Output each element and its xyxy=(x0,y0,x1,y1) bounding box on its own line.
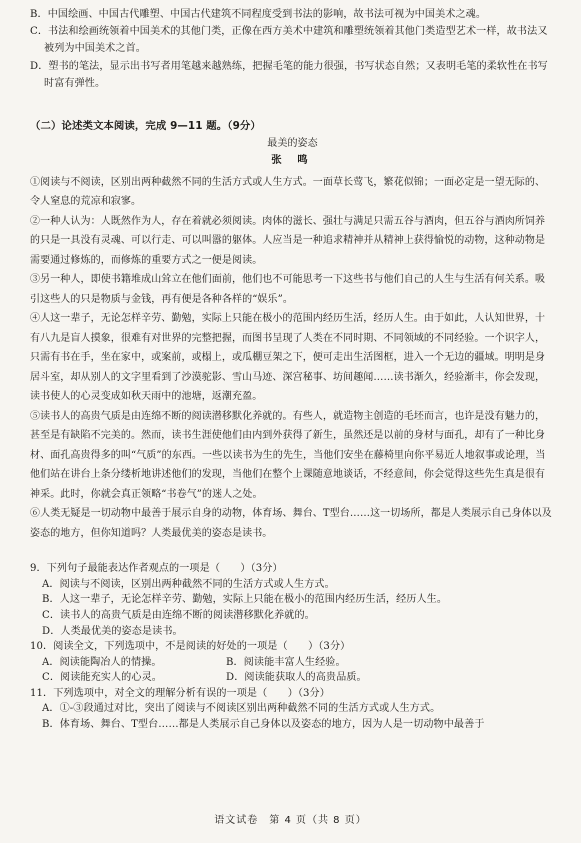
question-9-option-c: C．读书人的高贵气质是由连绵不断的阅读潜移默化养就的。 xyxy=(42,609,315,621)
page-footer: 语文试卷 第 4 页（共 8 页） xyxy=(214,815,367,826)
prev-option-b: B．中国绘画、中国古代雕塑、中国古代建筑不同程度受到书法的影响，故书法可视为中国美术之魂。 xyxy=(30,9,487,20)
paragraph-4: ④人这一辈子，无论怎样辛劳、勤勉，实际上只能在极小的范围内经历生活，经历人生。由于如此，人认知世界，十有八九是盲人摸象，很难有对世界的完整把握，而图书呈现了人类在不同时期、不同领域的不同经验。一个识字人，只需有书在手，坐在家中，或案前，或榻上，或瓜棚豆架之下，便可走出生活图框，进入一个无边的疆域。明明是身居斗室，却从别人的文字里看到了沙漠驼影、雪山马迹、深宫秘事、坊间趣闻……读书渐久，经验渐丰，你会发现，读书使人的心灵变成如秋天雨中的池塘，返潮充盈。 xyxy=(30,313,546,403)
section-title: （二）论述类文本阅读，完成 9—11 题。（9分） xyxy=(30,120,261,133)
prev-option-c: C．书法和绘画统领着中国美术的其他门类，正像在西方美术中建筑和雕塑统领着其他门类造型艺术一样，故书法又被列为中国美术之首。 xyxy=(30,26,548,55)
paragraph-3: ③另一种人，即使书籍堆成山耸立在他们面前，他们也不可能思考一下这些书与他们自己的人生与生活有何关系。吸引这些人的只是物质与金钱，再有便是各种各样的“娱乐”。 xyxy=(30,274,546,305)
question-10-option-c: C．阅读能充实人的心灵。 xyxy=(42,672,162,684)
article-title: 最美的姿态 xyxy=(267,138,318,150)
question-10-row-2 xyxy=(42,670,555,686)
question-11-stem: 11．下列选项中，对全文的理解分析有误的一项是（ ）（3分） xyxy=(30,687,330,699)
paragraph-1: ①阅读与不阅读，区别出两种截然不同的生活方式或人生方式。一面草长莺飞，繁花似锦；一面必定是一望无际的、令人窒息的荒凉和寂寥。 xyxy=(30,176,546,208)
question-10-option-a: A．阅读能陶冶人的情操。 xyxy=(42,656,162,668)
paragraph-2: ②一种人认为：人既然作为人，存在着就必须阅读。肉体的滋长、强壮与满足只需五谷与酒肉，但五谷与酒肉所饲养的只是一具没有灵魂、可以行走、可以叫嚣的躯体。人应当是一种追求精神并从精神上获得愉悦的动物，这种动物是需要通过修炼的，而修炼的重要方式之一便是阅读。 xyxy=(30,215,546,266)
question-11-option-b: B．体育场、舞台、T型台……都是人类展示自己身体以及姿态的地方，因为人是一切动物中最善于 xyxy=(42,719,485,731)
question-10-row-1 xyxy=(42,655,555,671)
question-10-option-d: D．阅读能获取人的高贵品质。 xyxy=(226,672,367,684)
paragraph-5: ⑤读书人的高贵气质是由连绵不断的阅读潜移默化养就的。有些人，就造物主创造的毛坯而言，也许是没有魅力的，甚至是有缺陷不完美的。然而，读书生涯使他们由内到外获得了新生，虽然还是以前的身材与面孔，却有了一种比身材、面孔高贵得多的叫“气质”的东西。一些以读书为生的先生，当他们安坐在藤椅里向你平易近人地叙事或论理，当他们站在讲台上条分缕析地讲述他们的发现，当他们在整个上课随意地谈话，不经意间，你会觉得这些先生真是很有神采。此时，你就会真正领略“书卷气”的迷人之处。 xyxy=(30,410,546,500)
question-9-option-a: A．阅读与不阅读，区别出两种截然不同的生活方式或人生方式。 xyxy=(42,578,335,590)
article-author: 张 鸣 xyxy=(271,154,314,167)
question-9-option-b: B．人这一辈子，无论怎样辛劳、勤勉，实际上只能在极小的范围内经历生活，经历人生。 xyxy=(42,594,448,606)
prev-option-d: D．塑书的笔法，显示出书写者用笔越来越熟练，把握毛笔的能力很强，书写状态自然；又表明毛笔的柔软性在书写时富有弹性。 xyxy=(30,60,548,89)
question-10-option-b: B．阅读能丰富人生经验。 xyxy=(226,656,346,668)
question-9-option-d: D．人类最优美的姿态是读书。 xyxy=(42,625,183,637)
question-9-stem: 9．下列句子最能表达作者观点的一项是（ ）（3分） xyxy=(30,563,283,575)
question-11-option-a: A．①-③段通过对比，突出了阅读与不阅读区别出两种截然不同的生活方式或人生方式。 xyxy=(42,703,441,715)
paragraph-6: ⑥人类无疑是一切动物中最善于展示自身的动物，体育场、舞台、T型台……这一切场所，都是人类展示自己身体以及姿态的地方，但你知道吗？人类最优美的姿态是读书。 xyxy=(30,508,552,539)
question-10-stem: 10．阅读全文，下列选项中，不是阅读的好处的一项是（ ）（3分） xyxy=(30,641,351,653)
